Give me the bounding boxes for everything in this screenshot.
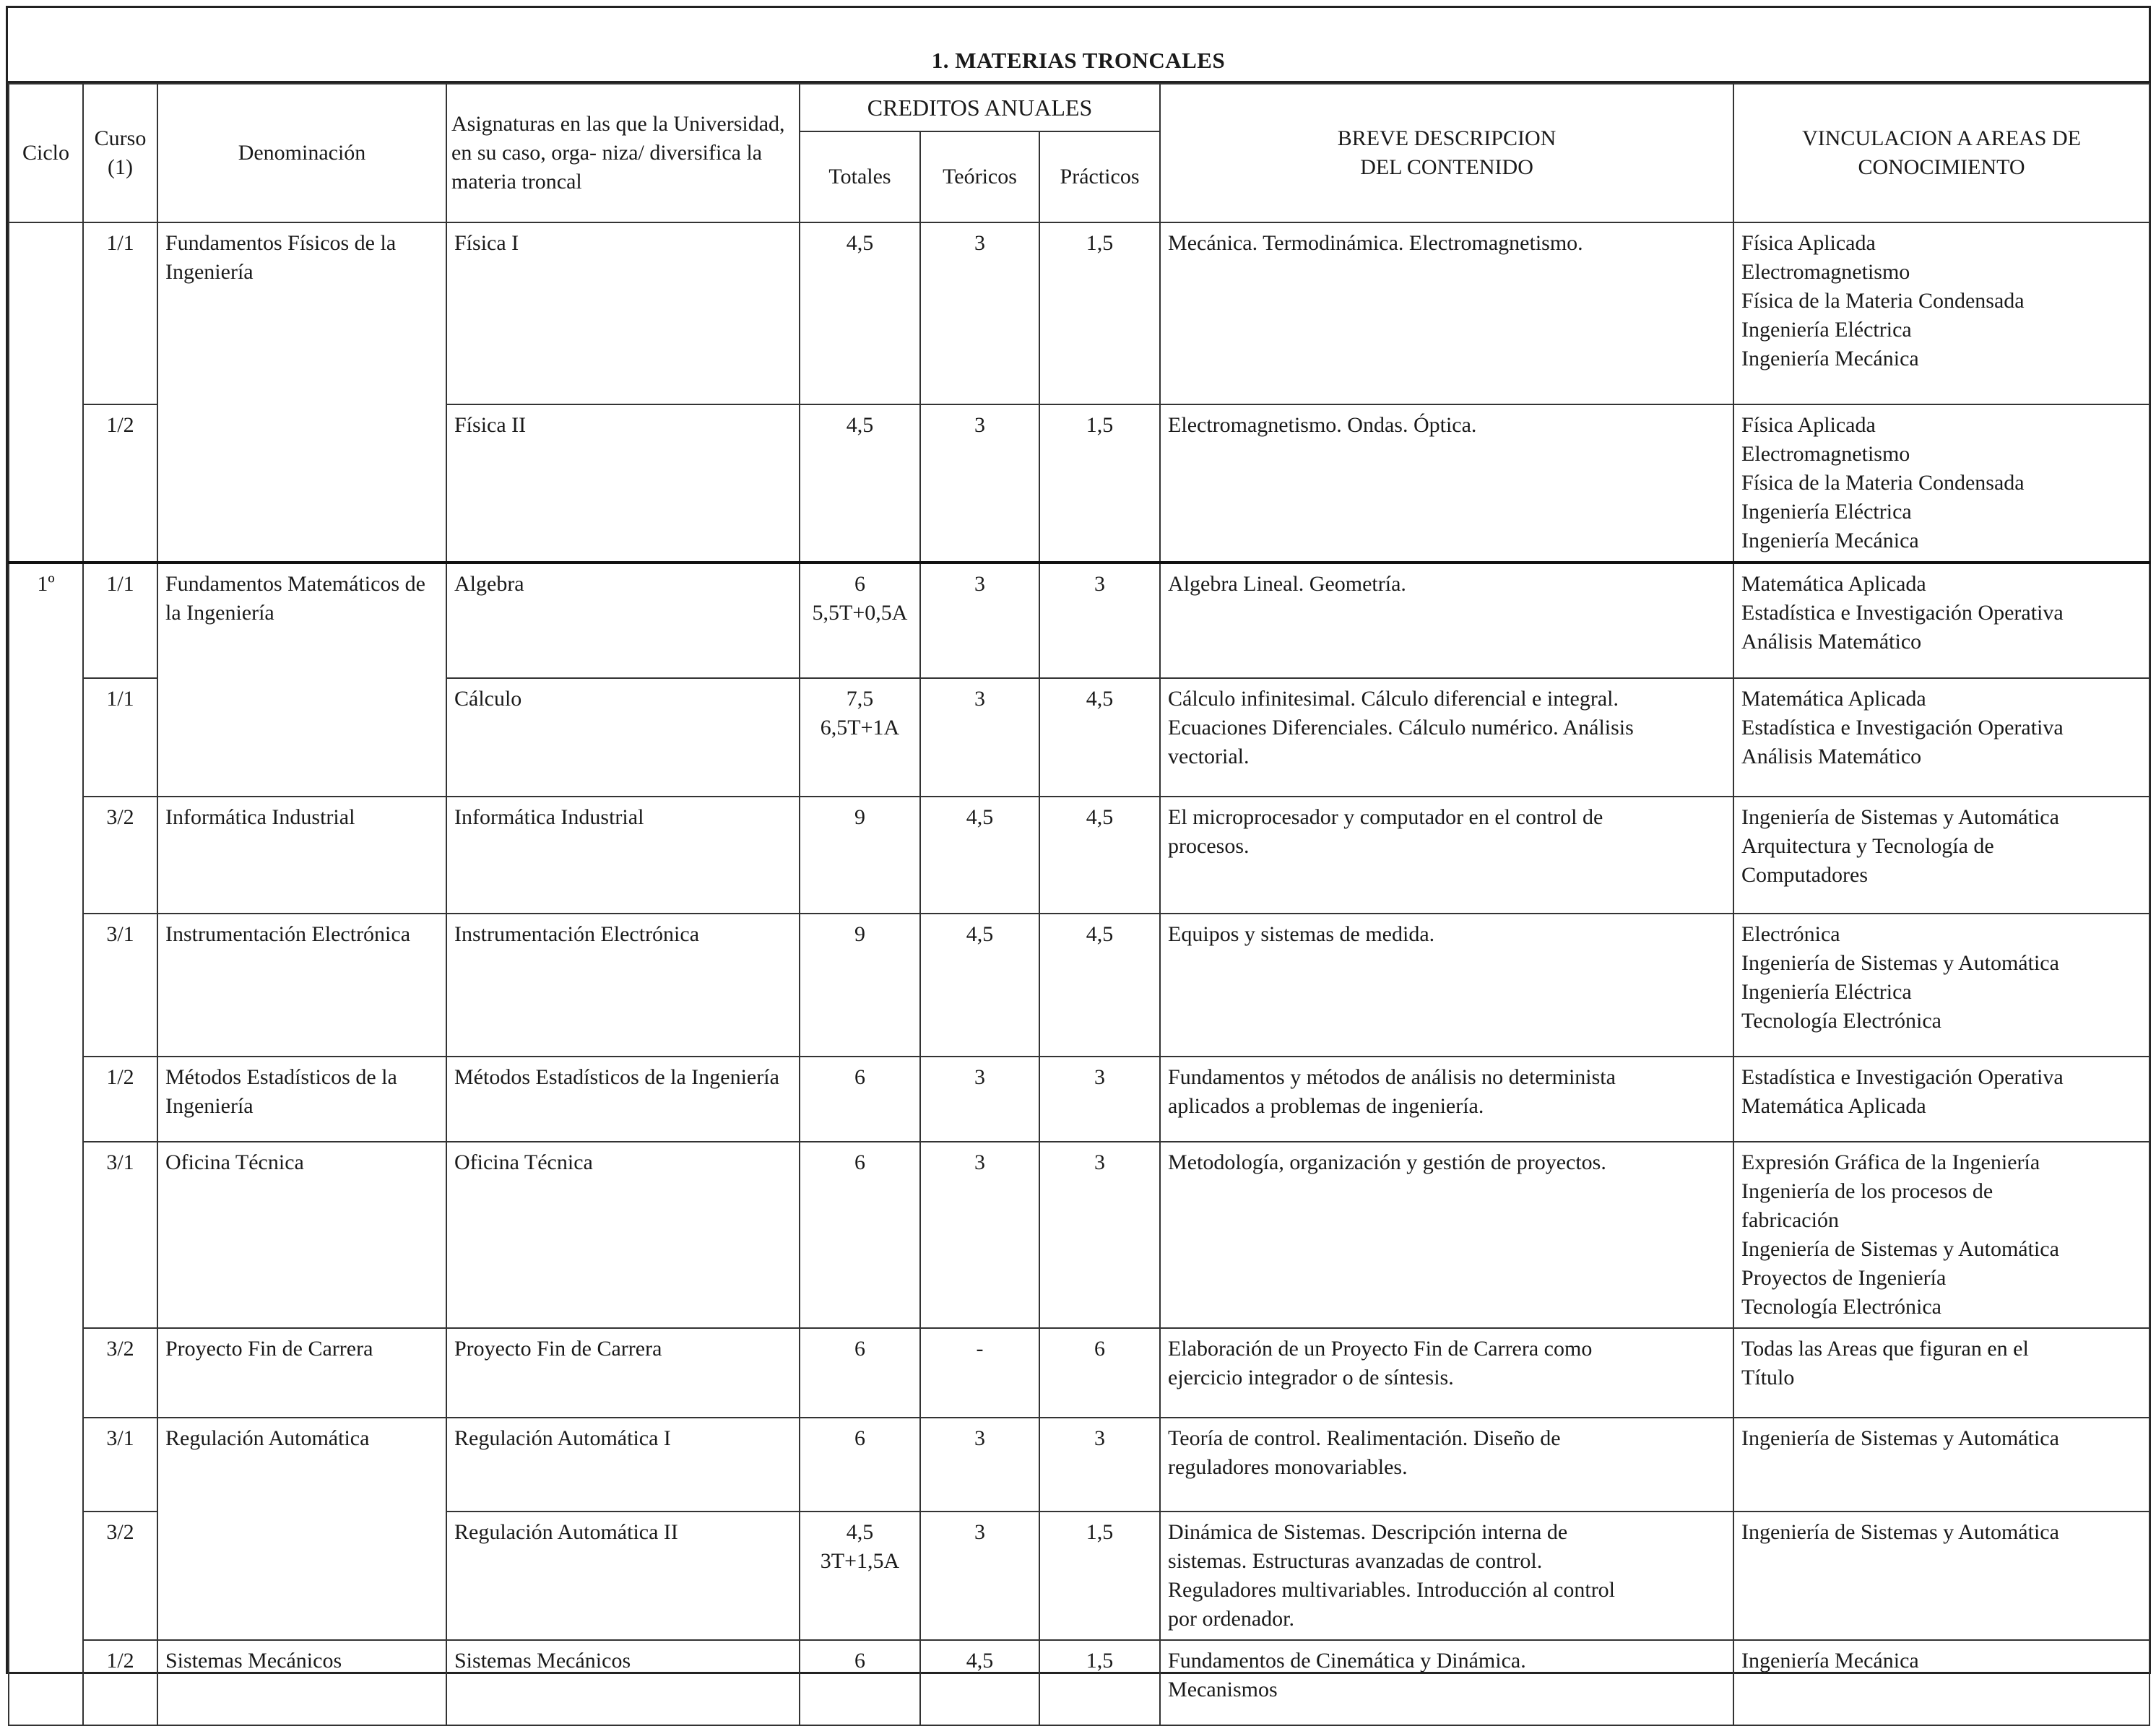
ciclo-cell: 1º xyxy=(9,563,83,1725)
totales-cell xyxy=(800,678,920,797)
header-ciclo: Ciclo xyxy=(9,84,83,222)
totales-cell xyxy=(800,1057,920,1142)
asignatura-cell: Oficina Técnica xyxy=(446,1142,800,1328)
descripcion-line: ejercicio integrador o de síntesis. xyxy=(1168,1366,1454,1389)
denominacion-cell: Proyecto Fin de Carrera xyxy=(157,1328,446,1418)
practicos-cell: 3 xyxy=(1039,563,1160,678)
totales-cell xyxy=(800,797,920,914)
table-row xyxy=(9,1640,2149,1725)
descripcion-line: reguladores monovariables. xyxy=(1168,1455,1408,1479)
totales-value: 6 xyxy=(854,1065,865,1089)
asignatura-cell: Física II xyxy=(446,404,800,563)
area-item: Matemática Aplicada xyxy=(1741,1094,1926,1118)
descripcion-cell xyxy=(1160,404,1733,563)
curso-cell: 3/1 xyxy=(83,914,157,1057)
totales-value: 6 xyxy=(854,1337,865,1361)
area-item: Estadística e Investigación Operativa xyxy=(1741,601,2064,625)
descripcion-line: El microprocesador y computador en el control de xyxy=(1168,805,1603,829)
teoricos-cell: 4,5 xyxy=(920,1640,1039,1725)
practicos-cell: 1,5 xyxy=(1039,1512,1160,1640)
practicos-cell: 3 xyxy=(1039,1057,1160,1142)
descripcion-cell xyxy=(1160,1057,1733,1142)
totales-cell xyxy=(800,1512,920,1640)
teoricos-cell: 3 xyxy=(920,1512,1039,1640)
asignatura-cell: Regulación Automática I xyxy=(446,1418,800,1512)
header-curso-line1: Curso xyxy=(94,126,147,150)
totales-value: 5,5T+0,5A xyxy=(812,601,908,625)
area-item: Estadística e Investigación Operativa xyxy=(1741,716,2064,740)
areas-cell xyxy=(1733,914,2149,1057)
table-row xyxy=(9,914,2149,1057)
curso-cell: 1/1 xyxy=(83,678,157,797)
header-practicos: Prácticos xyxy=(1039,131,1160,222)
header-creditos-anuales: CREDITOS ANUALES xyxy=(800,84,1160,131)
asignatura-cell: Proyecto Fin de Carrera xyxy=(446,1328,800,1418)
area-item: Ingeniería Mecánica xyxy=(1741,529,1919,552)
totales-value: 9 xyxy=(854,805,865,829)
curso-cell: 3/2 xyxy=(83,1328,157,1418)
teoricos-cell: 3 xyxy=(920,563,1039,678)
area-item: Matemática Aplicada xyxy=(1741,572,1926,596)
teoricos-cell: 4,5 xyxy=(920,797,1039,914)
area-item: Arquitectura y Tecnología de xyxy=(1741,834,1994,858)
header-curso-line2: (1) xyxy=(108,155,133,179)
descripcion-cell xyxy=(1160,797,1733,914)
area-item: Ingeniería de Sistemas y Automática xyxy=(1741,1520,2059,1544)
table-row xyxy=(9,1328,2149,1418)
curso-cell: 1/1 xyxy=(83,563,157,678)
practicos-cell: 3 xyxy=(1039,1142,1160,1328)
totales-value: 4,5 xyxy=(846,413,874,437)
totales-cell xyxy=(800,1328,920,1418)
area-item: Proyectos de Ingeniería xyxy=(1741,1266,1947,1290)
ciclo-cell-blank xyxy=(9,222,83,563)
area-item: Expresión Gráfica de la Ingeniería xyxy=(1741,1150,2040,1174)
curso-cell: 3/2 xyxy=(83,797,157,914)
table-row xyxy=(9,797,2149,914)
descripcion-line: por ordenador. xyxy=(1168,1607,1294,1631)
totales-value: 4,5 xyxy=(846,1520,874,1544)
descripcion-line: Dinámica de Sistemas. Descripción interna de xyxy=(1168,1520,1568,1544)
areas-cell xyxy=(1733,1142,2149,1328)
practicos-cell: 1,5 xyxy=(1039,1640,1160,1725)
totales-cell xyxy=(800,404,920,563)
curso-cell: 1/2 xyxy=(83,1640,157,1725)
area-item: Física de la Materia Condensada xyxy=(1741,471,2025,495)
header-vinculacion-line2: CONOCIMIENTO xyxy=(1858,155,2025,179)
area-item: Ingeniería de Sistemas y Automática xyxy=(1741,951,2059,975)
totales-value: 6 xyxy=(854,1649,865,1673)
area-item: Matemática Aplicada xyxy=(1741,687,1926,711)
asignatura-cell: Instrumentación Electrónica xyxy=(446,914,800,1057)
descripcion-cell xyxy=(1160,1640,1733,1725)
asignatura-cell: Cálculo xyxy=(446,678,800,797)
descripcion-line: Teoría de control. Realimentación. Diseño de xyxy=(1168,1426,1561,1450)
area-item: Ingeniería Mecánica xyxy=(1741,1649,1919,1673)
teoricos-cell: - xyxy=(920,1328,1039,1418)
areas-cell xyxy=(1733,797,2149,914)
descripcion-line: sistemas. Estructuras avanzadas de control. xyxy=(1168,1549,1543,1573)
denominacion-cell: Oficina Técnica xyxy=(157,1142,446,1328)
teoricos-cell: 3 xyxy=(920,1418,1039,1512)
practicos-cell: 3 xyxy=(1039,1418,1160,1512)
area-item: Tecnología Electrónica xyxy=(1741,1009,1941,1033)
totales-cell xyxy=(800,914,920,1057)
header-vinculacion xyxy=(1733,84,2149,222)
descripcion-line: Mecanismos xyxy=(1168,1678,1278,1701)
descripcion-line: Metodología, organización y gestión de proyectos. xyxy=(1168,1150,1606,1174)
curso-cell: 1/1 xyxy=(83,222,157,404)
practicos-cell: 6 xyxy=(1039,1328,1160,1418)
descripcion-cell xyxy=(1160,222,1733,404)
curso-cell: 1/2 xyxy=(83,404,157,563)
descripcion-line: Mecánica. Termodinámica. Electromagnetismo. xyxy=(1168,231,1583,255)
header-vinculacion-line1: VINCULACION A AREAS DE xyxy=(1802,126,2081,150)
areas-cell xyxy=(1733,1512,2149,1640)
areas-cell xyxy=(1733,1640,2149,1725)
descripcion-line: Cálculo infinitesimal. Cálculo diferencial e integral. xyxy=(1168,687,1619,711)
totales-value: 6 xyxy=(854,572,865,596)
denominacion-cell: Sistemas Mecánicos xyxy=(157,1640,446,1725)
areas-cell xyxy=(1733,1418,2149,1512)
area-item: Computadores xyxy=(1741,863,1869,887)
areas-cell xyxy=(1733,678,2149,797)
denominacion-cell: Fundamentos Físicos de la Ingeniería xyxy=(157,222,446,563)
area-item: Electromagnetismo xyxy=(1741,260,1910,284)
table-row xyxy=(9,222,2149,404)
totales-cell xyxy=(800,222,920,404)
asignatura-cell: Física I xyxy=(446,222,800,404)
descripcion-cell xyxy=(1160,914,1733,1057)
area-item: Ingeniería de Sistemas y Automática xyxy=(1741,1426,2059,1450)
practicos-cell: 4,5 xyxy=(1039,678,1160,797)
totales-value: 3T+1,5A xyxy=(820,1549,900,1573)
header-denominacion: Denominación xyxy=(157,84,446,222)
header-descripcion-line1: BREVE DESCRIPCION xyxy=(1337,126,1557,150)
header-totales: Totales xyxy=(800,131,920,222)
area-item: fabricación xyxy=(1741,1208,1839,1232)
area-item: Física Aplicada xyxy=(1741,413,1876,437)
denominacion-cell: Métodos Estadísticos de la Ingeniería xyxy=(157,1057,446,1142)
asignatura-cell: Sistemas Mecánicos xyxy=(446,1640,800,1725)
teoricos-cell: 3 xyxy=(920,678,1039,797)
asignatura-cell: Algebra xyxy=(446,563,800,678)
totales-cell xyxy=(800,1418,920,1512)
area-item: Análisis Matemático xyxy=(1741,630,1922,654)
descripcion-cell xyxy=(1160,563,1733,678)
descripcion-line: Algebra Lineal. Geometría. xyxy=(1168,572,1406,596)
totales-cell xyxy=(800,563,920,678)
area-item: Ingeniería Eléctrica xyxy=(1741,980,1912,1004)
area-item: Ingeniería de Sistemas y Automática xyxy=(1741,1237,2059,1261)
totales-value: 4,5 xyxy=(846,231,874,255)
area-item: Ingeniería Eléctrica xyxy=(1741,500,1912,524)
totales-value: 9 xyxy=(854,922,865,946)
table-row xyxy=(9,1418,2149,1512)
area-item: Ingeniería Mecánica xyxy=(1741,347,1919,370)
descripcion-line: aplicados a problemas de ingeniería. xyxy=(1168,1094,1484,1118)
teoricos-cell: 3 xyxy=(920,222,1039,404)
descripcion-line: Reguladores multivariables. Introducción al control xyxy=(1168,1578,1616,1602)
totales-cell xyxy=(800,1640,920,1725)
areas-cell xyxy=(1733,222,2149,404)
area-item: Ingeniería de los procesos de xyxy=(1741,1179,1993,1203)
table-row xyxy=(9,563,2149,678)
table-row xyxy=(9,1142,2149,1328)
header-descripcion-line2: DEL CONTENIDO xyxy=(1360,155,1533,179)
denominacion-cell: Informática Industrial xyxy=(157,797,446,914)
page-title: 1. MATERIAS TRONCALES xyxy=(8,8,2149,83)
area-item: Análisis Matemático xyxy=(1741,745,1922,768)
descripcion-cell xyxy=(1160,1142,1733,1328)
area-item: Tecnología Electrónica xyxy=(1741,1295,1941,1319)
descripcion-cell xyxy=(1160,1418,1733,1512)
header-teoricos: Teóricos xyxy=(920,131,1039,222)
descripcion-cell xyxy=(1160,678,1733,797)
descripcion-line: Ecuaciones Diferenciales. Cálculo numérico. Análisis xyxy=(1168,716,1634,740)
areas-cell xyxy=(1733,563,2149,678)
totales-value: 6 xyxy=(854,1426,865,1450)
descripcion-line: Equipos y sistemas de medida. xyxy=(1168,922,1435,946)
table-row xyxy=(9,1057,2149,1142)
document-page xyxy=(6,6,2151,1701)
areas-cell xyxy=(1733,1328,2149,1418)
header-descripcion xyxy=(1160,84,1733,222)
totales-value: 6,5T+1A xyxy=(820,716,900,740)
teoricos-cell: 3 xyxy=(920,1057,1039,1142)
asignatura-cell: Informática Industrial xyxy=(446,797,800,914)
totales-cell xyxy=(800,1142,920,1328)
subjects-table xyxy=(8,83,2150,1726)
totales-value: 7,5 xyxy=(846,687,874,711)
descripcion-line: procesos. xyxy=(1168,834,1250,858)
totales-value: 6 xyxy=(854,1150,865,1174)
descripcion-line: Fundamentos y métodos de análisis no determinista xyxy=(1168,1065,1616,1089)
curso-cell: 3/1 xyxy=(83,1418,157,1512)
area-item: Todas las Areas que figuran en el xyxy=(1741,1337,2029,1361)
area-item: Estadística e Investigación Operativa xyxy=(1741,1065,2064,1089)
areas-cell xyxy=(1733,404,2149,563)
curso-cell: 1/2 xyxy=(83,1057,157,1142)
denominacion-cell: Fundamentos Matemáticos de la Ingeniería xyxy=(157,563,446,797)
practicos-cell: 4,5 xyxy=(1039,797,1160,914)
area-item: Ingeniería Eléctrica xyxy=(1741,318,1912,342)
area-item: Física de la Materia Condensada xyxy=(1741,289,2025,313)
area-item: Ingeniería de Sistemas y Automática xyxy=(1741,805,2059,829)
denominacion-cell: Regulación Automática xyxy=(157,1418,446,1640)
descripcion-line: Elaboración de un Proyecto Fin de Carrera como xyxy=(1168,1337,1593,1361)
area-item: Electromagnetismo xyxy=(1741,442,1910,466)
descripcion-cell xyxy=(1160,1328,1733,1418)
teoricos-cell: 4,5 xyxy=(920,914,1039,1057)
teoricos-cell: 3 xyxy=(920,404,1039,563)
area-item: Título xyxy=(1741,1366,1795,1389)
asignatura-cell: Regulación Automática II xyxy=(446,1512,800,1640)
practicos-cell: 4,5 xyxy=(1039,914,1160,1057)
descripcion-cell xyxy=(1160,1512,1733,1640)
descripcion-line: Fundamentos de Cinemática y Dinámica. xyxy=(1168,1649,1526,1673)
table-body xyxy=(9,222,2149,1725)
descripcion-line: vectorial. xyxy=(1168,745,1250,768)
asignatura-cell: Métodos Estadísticos de la Ingeniería xyxy=(446,1057,800,1142)
descripcion-line: Electromagnetismo. Ondas. Óptica. xyxy=(1168,413,1477,437)
denominacion-cell: Instrumentación Electrónica xyxy=(157,914,446,1057)
curso-cell: 3/1 xyxy=(83,1142,157,1328)
practicos-cell: 1,5 xyxy=(1039,404,1160,563)
teoricos-cell: 3 xyxy=(920,1142,1039,1328)
practicos-cell: 1,5 xyxy=(1039,222,1160,404)
areas-cell xyxy=(1733,1057,2149,1142)
area-item: Física Aplicada xyxy=(1741,231,1876,255)
area-item: Electrónica xyxy=(1741,922,1840,946)
header-asignaturas: Asignaturas en las que la Universidad, en su caso, orga- niza/ diversifica la materia troncal xyxy=(446,84,800,222)
header-curso xyxy=(83,84,157,222)
curso-cell: 3/2 xyxy=(83,1512,157,1640)
